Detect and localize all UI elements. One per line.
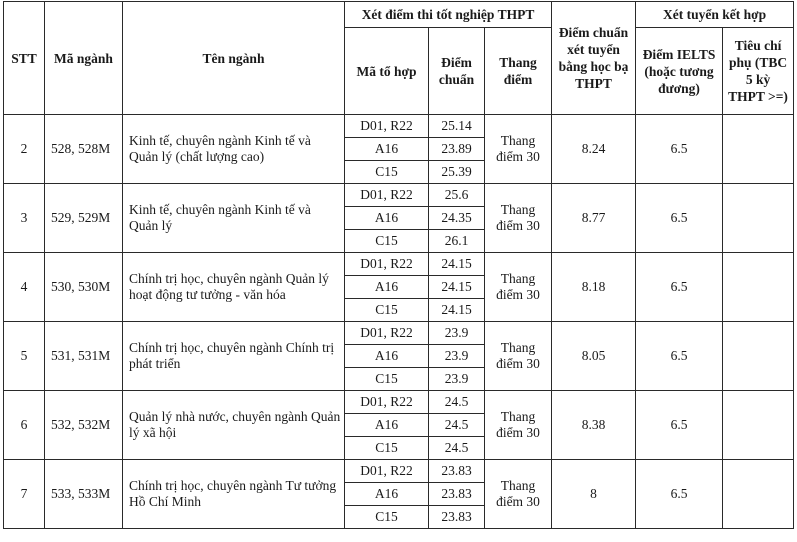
- row-diem-chuan: 24.5: [429, 437, 485, 460]
- row-thang-diem: Thang điểm 30: [485, 253, 552, 322]
- row-diem-chuan: 24.35: [429, 207, 485, 230]
- header-group-thpt: Xét điểm thi tốt nghiệp THPT: [345, 2, 552, 28]
- header-ten-nganh: Tên ngành: [123, 2, 345, 115]
- row-diem-chuan: 23.9: [429, 368, 485, 391]
- table-row: [4, 391, 794, 414]
- row-diem-chuan: 24.15: [429, 253, 485, 276]
- row-diem-chuan: 24.5: [429, 414, 485, 437]
- row-diem-chuan: 25.39: [429, 161, 485, 184]
- row-diem-chuan: 23.83: [429, 460, 485, 483]
- row-stt: 6: [4, 391, 45, 460]
- row-hoc-ba: 8.24: [552, 115, 636, 184]
- row-diem-chuan: 25.6: [429, 184, 485, 207]
- table-row: [4, 184, 794, 207]
- row-ma-to-hop: C15: [345, 506, 429, 529]
- row-ma-nganh: 532, 532M: [45, 391, 123, 460]
- table-row: [4, 253, 794, 276]
- row-ma-to-hop: A16: [345, 138, 429, 161]
- row-diem-chuan: 24.15: [429, 299, 485, 322]
- header-tieu-chi: Tiêu chí phụ (TBC 5 kỳ THPT >=): [723, 28, 794, 115]
- header-ma-nganh: Mã ngành: [45, 2, 123, 115]
- row-tieu-chi: [723, 322, 794, 391]
- row-ielts: 6.5: [636, 253, 723, 322]
- row-ma-to-hop: D01, R22: [345, 184, 429, 207]
- row-ma-to-hop: C15: [345, 437, 429, 460]
- header-ielts: Điểm IELTS (hoặc tương đương): [636, 28, 723, 115]
- header-group-ket-hop: Xét tuyển kết hợp: [636, 2, 794, 28]
- row-tieu-chi: [723, 391, 794, 460]
- row-ma-nganh: 530, 530M: [45, 253, 123, 322]
- row-ma-to-hop: C15: [345, 161, 429, 184]
- row-ma-nganh: 528, 528M: [45, 115, 123, 184]
- row-diem-chuan: 23.89: [429, 138, 485, 161]
- row-ma-nganh: 533, 533M: [45, 460, 123, 529]
- row-ma-to-hop: A16: [345, 345, 429, 368]
- row-ielts: 6.5: [636, 322, 723, 391]
- row-hoc-ba: 8.05: [552, 322, 636, 391]
- row-tieu-chi: [723, 115, 794, 184]
- row-ma-to-hop: A16: [345, 483, 429, 506]
- header-diem-chuan: Điểm chuẩn: [429, 28, 485, 115]
- row-stt: 2: [4, 115, 45, 184]
- row-hoc-ba: 8.77: [552, 184, 636, 253]
- header-ma-to-hop: Mã tổ hợp: [345, 28, 429, 115]
- row-tieu-chi: [723, 253, 794, 322]
- row-ten-nganh: Chính trị học, chuyên ngành Quản lý hoạt động tư tưởng - văn hóa: [123, 253, 345, 322]
- row-ma-to-hop: D01, R22: [345, 322, 429, 345]
- row-tieu-chi: [723, 460, 794, 529]
- row-diem-chuan: 25.14: [429, 115, 485, 138]
- row-ma-to-hop: D01, R22: [345, 460, 429, 483]
- row-ma-to-hop: C15: [345, 368, 429, 391]
- header-thang-diem: Thang điểm: [485, 28, 552, 115]
- row-stt: 3: [4, 184, 45, 253]
- admission-score-table: [3, 1, 794, 529]
- row-ielts: 6.5: [636, 460, 723, 529]
- row-hoc-ba: 8: [552, 460, 636, 529]
- row-ielts: 6.5: [636, 115, 723, 184]
- row-ma-to-hop: A16: [345, 414, 429, 437]
- row-thang-diem: Thang điểm 30: [485, 460, 552, 529]
- row-ten-nganh: Chính trị học, chuyên ngành Tư tưởng Hồ Chí Minh: [123, 460, 345, 529]
- header-stt: STT: [4, 2, 45, 115]
- row-ma-to-hop: D01, R22: [345, 253, 429, 276]
- row-diem-chuan: 26.1: [429, 230, 485, 253]
- table-body: [4, 115, 794, 529]
- row-diem-chuan: 23.83: [429, 483, 485, 506]
- row-tieu-chi: [723, 184, 794, 253]
- row-thang-diem: Thang điểm 30: [485, 391, 552, 460]
- row-ma-nganh: 529, 529M: [45, 184, 123, 253]
- row-ten-nganh: Chính trị học, chuyên ngành Chính trị phát triển: [123, 322, 345, 391]
- row-diem-chuan: 24.15: [429, 276, 485, 299]
- row-hoc-ba: 8.38: [552, 391, 636, 460]
- row-diem-chuan: 23.9: [429, 345, 485, 368]
- row-ielts: 6.5: [636, 184, 723, 253]
- row-diem-chuan: 23.83: [429, 506, 485, 529]
- header-row-1: [4, 2, 794, 28]
- row-stt: 5: [4, 322, 45, 391]
- row-ten-nganh: Quản lý nhà nước, chuyên ngành Quản lý xã hội: [123, 391, 345, 460]
- row-stt: 4: [4, 253, 45, 322]
- table-row: [4, 322, 794, 345]
- row-diem-chuan: 23.9: [429, 322, 485, 345]
- row-thang-diem: Thang điểm 30: [485, 322, 552, 391]
- table-row: [4, 115, 794, 138]
- header-hoc-ba: Điểm chuẩn xét tuyển bằng học bạ THPT: [552, 2, 636, 115]
- row-ma-to-hop: D01, R22: [345, 115, 429, 138]
- row-ma-to-hop: D01, R22: [345, 391, 429, 414]
- row-thang-diem: Thang điểm 30: [485, 115, 552, 184]
- row-ma-to-hop: C15: [345, 230, 429, 253]
- table-row: [4, 460, 794, 483]
- row-hoc-ba: 8.18: [552, 253, 636, 322]
- row-ma-to-hop: A16: [345, 276, 429, 299]
- row-ma-to-hop: C15: [345, 299, 429, 322]
- row-ma-nganh: 531, 531M: [45, 322, 123, 391]
- row-ten-nganh: Kinh tế, chuyên ngành Kinh tế và Quản lý (chất lượng cao): [123, 115, 345, 184]
- row-thang-diem: Thang điểm 30: [485, 184, 552, 253]
- row-diem-chuan: 24.5: [429, 391, 485, 414]
- row-ma-to-hop: A16: [345, 207, 429, 230]
- row-ten-nganh: Kinh tế, chuyên ngành Kinh tế và Quản lý: [123, 184, 345, 253]
- row-stt: 7: [4, 460, 45, 529]
- row-ielts: 6.5: [636, 391, 723, 460]
